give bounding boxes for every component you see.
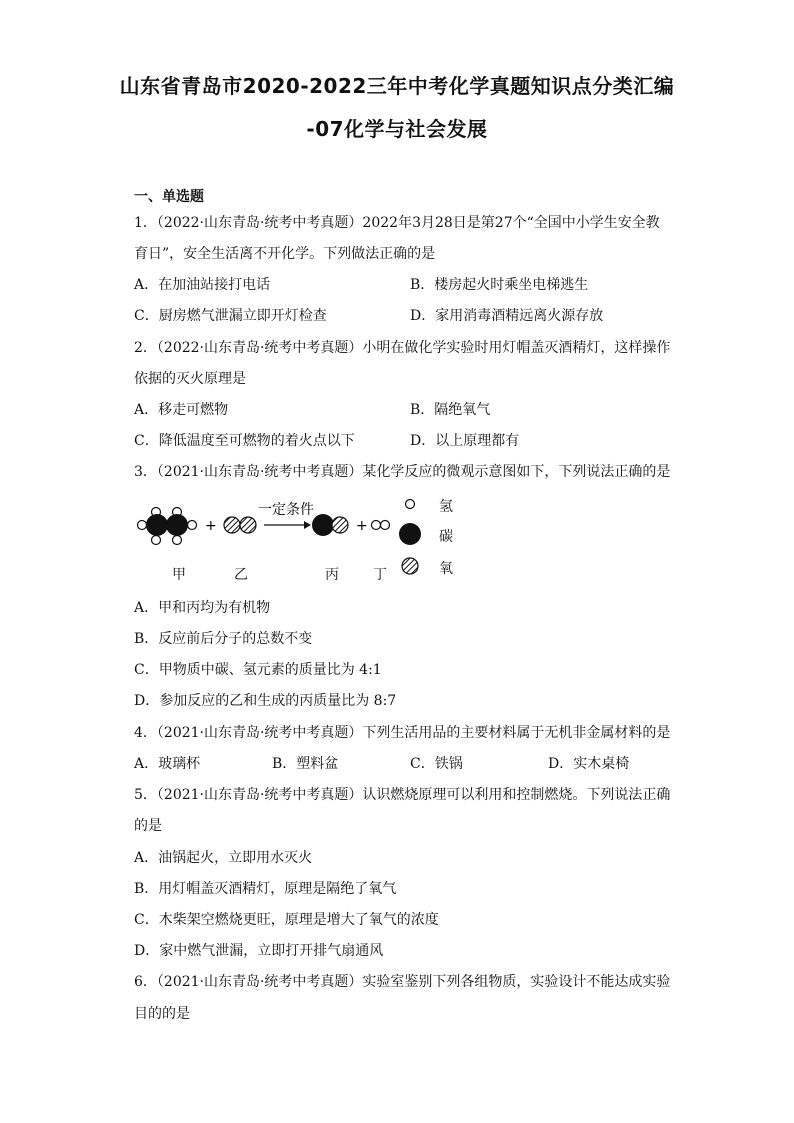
- reaction-condition: 一定条件: [258, 502, 314, 518]
- question-4-option-d: D．实木桌椅: [548, 756, 630, 772]
- question-1-line-2: 育日”，安全生活离不开化学。下列做法正确的是: [134, 246, 436, 262]
- question-4-option-a: A．玻璃杯: [134, 756, 201, 772]
- question-5-line-2: 的是: [134, 818, 162, 834]
- molecule-yi: [224, 517, 256, 533]
- question-1-line-1: 1．（2022·山东青岛·统考中考真题）2022年3月28日是第27个“全国中小学生安全教: [134, 215, 660, 231]
- question-2-option-d: D．以上原理都有: [410, 433, 520, 449]
- question-3-option-c: C．甲物质中碳、氢元素的质量比为 4:1: [134, 662, 382, 678]
- question-2-option-a: A．移走可燃物: [134, 402, 229, 418]
- molecule-jia: [138, 508, 197, 545]
- legend-symbols: [399, 500, 421, 575]
- question-6-line-1: 6．（2021·山东青岛·统考中考真题）实验室鉴别下列各组物质，实验设计不能达成实验: [134, 974, 671, 990]
- question-5-option-b: B．用灯帽盖灭酒精灯，原理是隔绝了氧气: [134, 881, 397, 897]
- label-jia: 甲: [172, 567, 186, 583]
- plus-sign-2: +: [356, 518, 368, 534]
- reaction-diagram: [134, 494, 464, 586]
- question-1-option-c: C．厨房燃气泄漏立即开灯检查: [134, 308, 327, 324]
- label-yi: 乙: [234, 567, 248, 583]
- legend-oxygen-label: 氧: [439, 561, 453, 577]
- title-line-2: -07化学与社会发展: [306, 117, 488, 141]
- question-2-option-c: C．降低温度至可燃物的着火点以下: [134, 433, 355, 449]
- legend-hydrogen-label: 氢: [439, 499, 453, 515]
- question-2-line-1: 2．（2022·山东青岛·统考中考真题）小明在做化学实验时用灯帽盖灭酒精灯，这样操作: [134, 340, 671, 356]
- molecule-ding: [372, 521, 390, 530]
- legend-oxygen-symbol: [402, 558, 418, 574]
- molecule-bing: [312, 514, 348, 536]
- question-4-option-b: B．塑料盆: [272, 756, 339, 772]
- question-5-line-1: 5．（2021·山东青岛·统考中考真题）认识燃烧原理可以利用和控制燃烧。下列说法正确: [134, 787, 671, 803]
- question-4-option-c: C．铁锅: [410, 756, 463, 772]
- legend-hydrogen-symbol: [406, 500, 415, 509]
- question-2-option-b: B．隔绝氧气: [410, 402, 491, 418]
- question-5-option-d: D．家中燃气泄漏，立即打开排气扇通风: [134, 943, 384, 959]
- question-4-line-1: 4．（2021·山东青岛·统考中考真题）下列生活用品的主要材料属于无机非金属材料的是: [134, 725, 671, 741]
- question-1-option-b: B．楼房起火时乘坐电梯逃生: [410, 277, 589, 293]
- legend-carbon-label: 碳: [439, 529, 453, 545]
- reaction-arrow: [264, 521, 311, 529]
- question-5-option-a: A．油锅起火，立即用水灭火: [134, 850, 313, 866]
- question-1-option-d: D．家用消毒酒精远离火源存放: [410, 308, 604, 324]
- plus-sign-1: +: [205, 518, 217, 534]
- question-3-option-a: A．甲和丙均为有机物: [134, 600, 271, 616]
- section-heading: 一、单选题: [134, 189, 204, 205]
- question-1-option-a: A．在加油站接打电话: [134, 277, 271, 293]
- question-3-option-d: D．参加反应的乙和生成的丙质量比为 8:7: [134, 693, 397, 709]
- question-5-option-c: C．木柴架空燃烧更旺，原理是增大了氧气的浓度: [134, 912, 439, 928]
- legend-carbon-symbol: [399, 523, 421, 545]
- question-6-line-2: 目的的是: [134, 1006, 190, 1022]
- question-2-line-2: 依据的灭火原理是: [134, 371, 246, 387]
- label-bing: 丙: [325, 567, 339, 583]
- label-ding: 丁: [373, 567, 387, 583]
- title-line-1: 山东省青岛市2020-2022三年中考化学真题知识点分类汇编: [119, 74, 675, 98]
- question-3-option-b: B．反应前后分子的总数不变: [134, 631, 313, 647]
- question-3-line-1: 3．（2021·山东青岛·统考中考真题）某化学反应的微观示意图如下，下列说法正确的是: [134, 464, 671, 480]
